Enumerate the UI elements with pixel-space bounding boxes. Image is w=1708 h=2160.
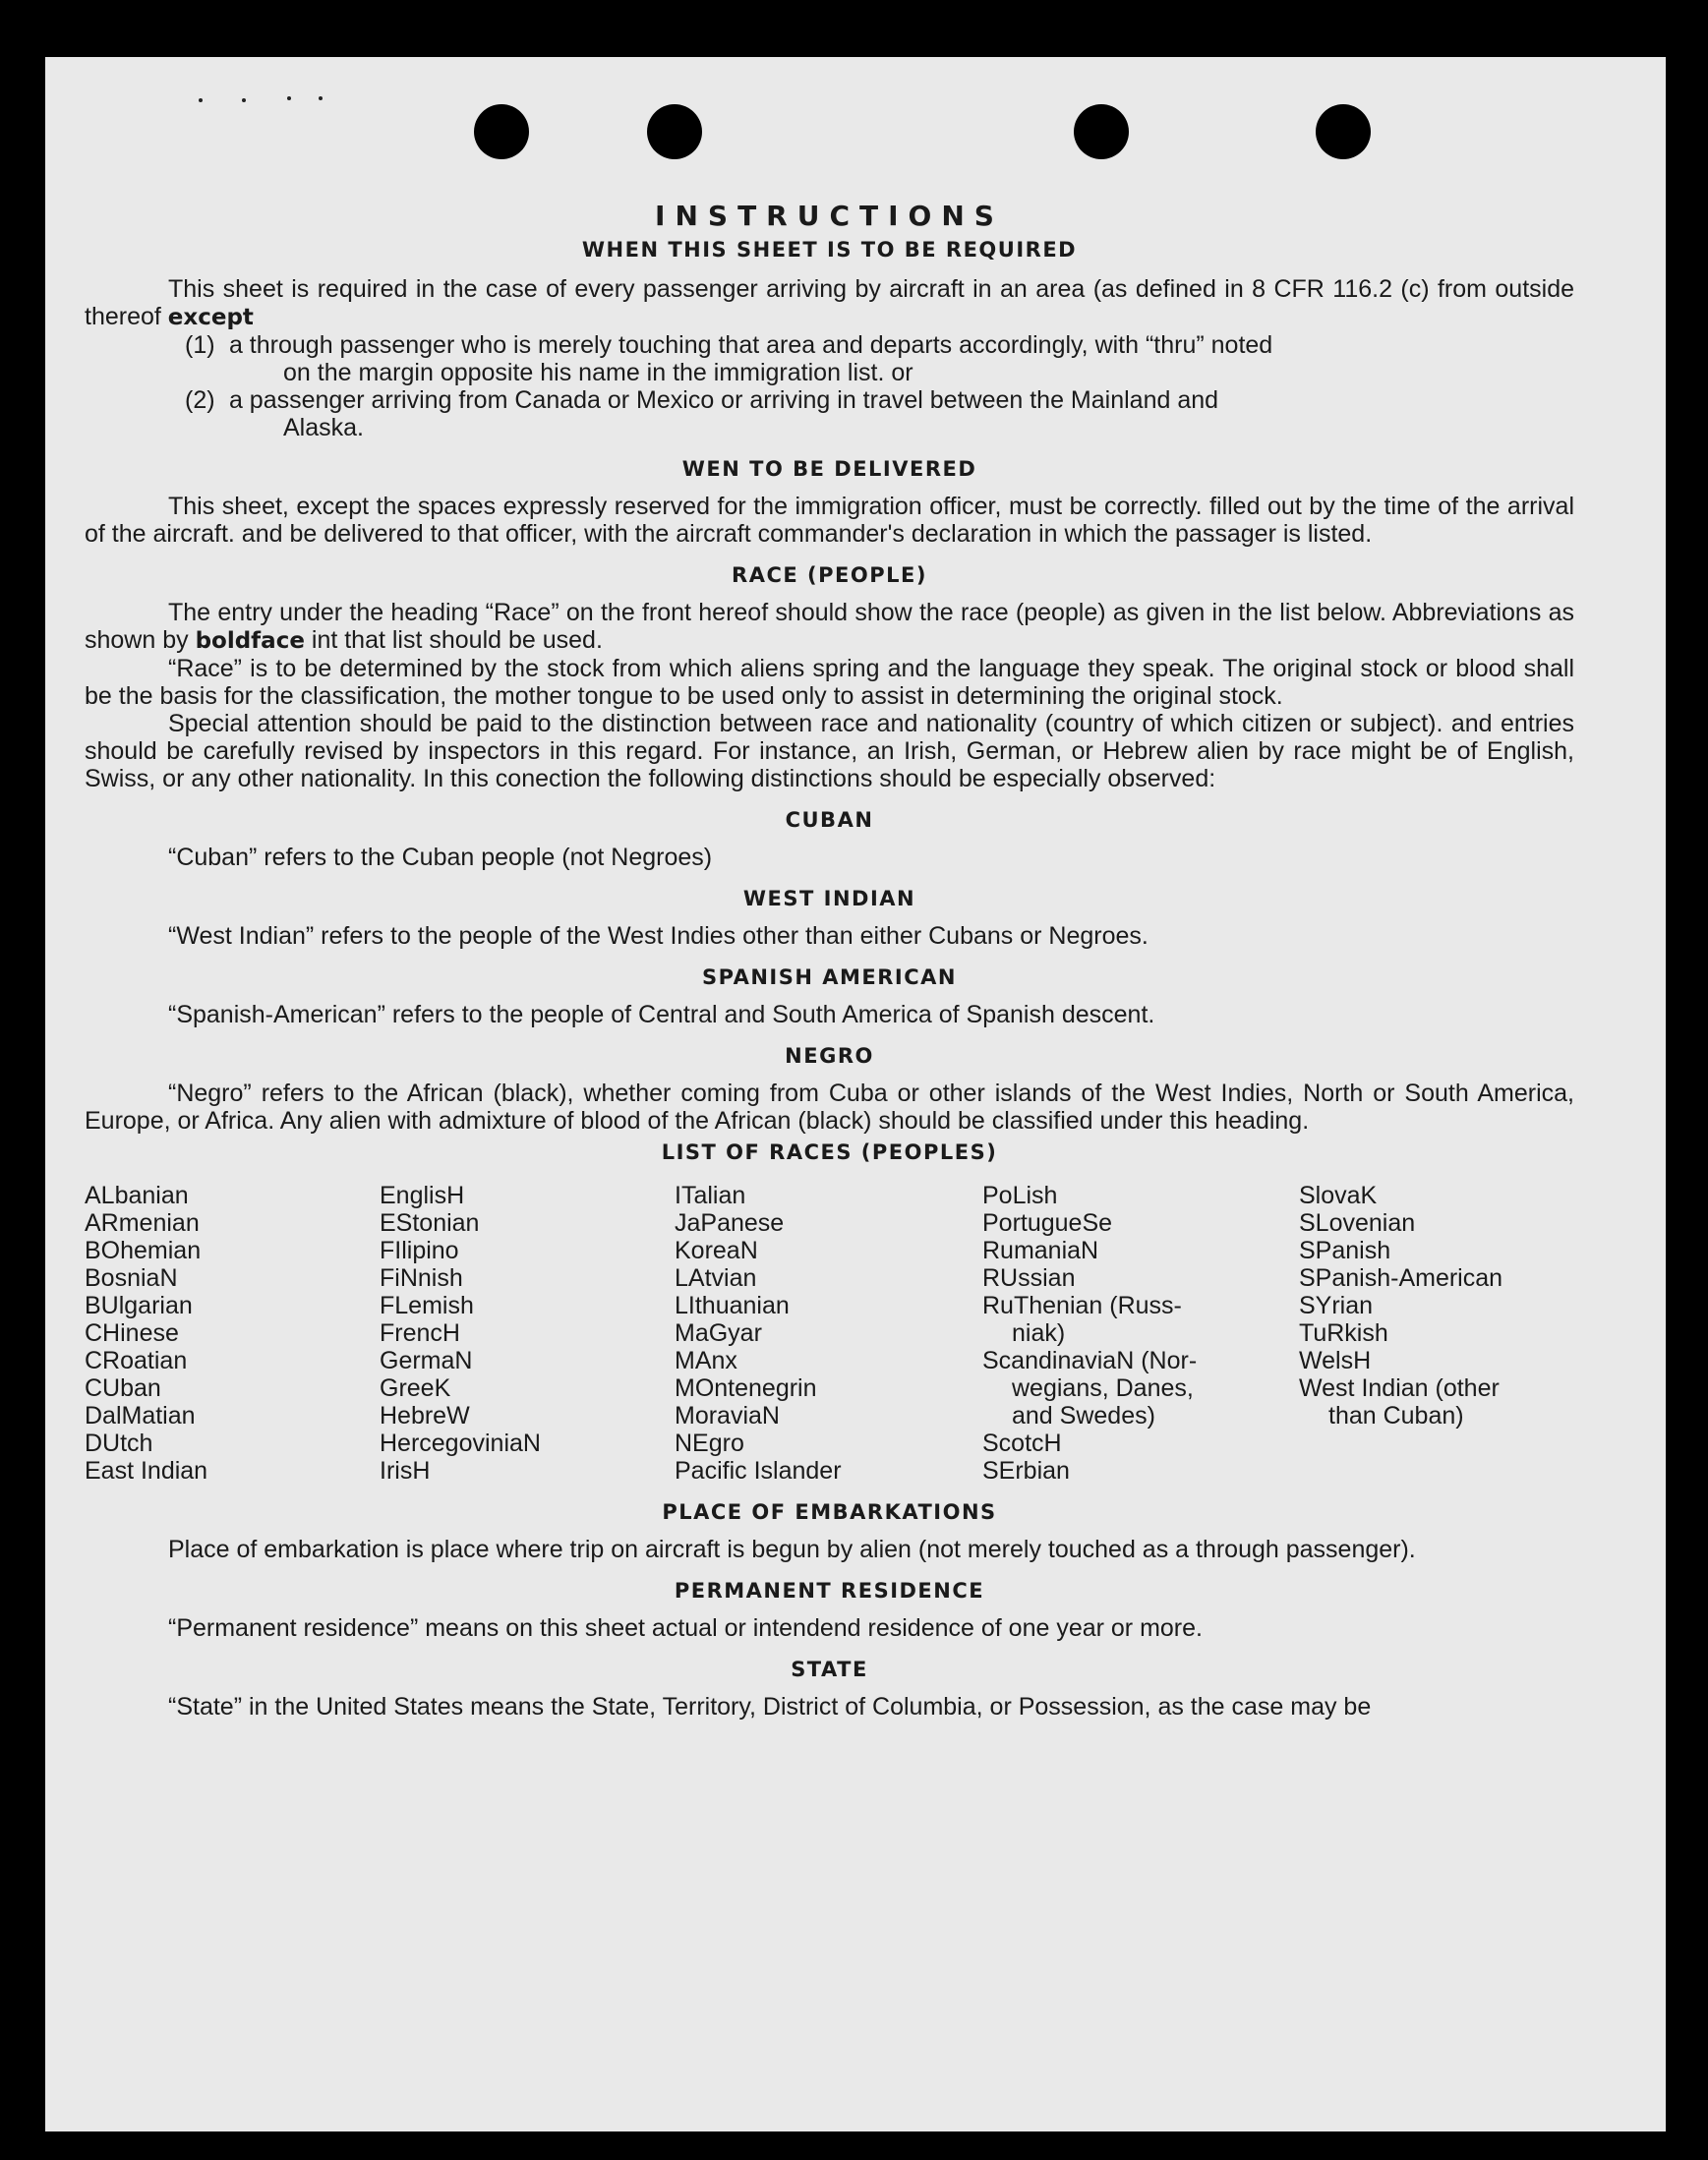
race-item: SLovenian: [1299, 1209, 1416, 1237]
heading-west-indian: WEST INDIAN: [742, 887, 916, 910]
race-item: SPanish-American: [1299, 1264, 1503, 1292]
residence-text: “Permanent residence” means on this sheet actual or intendend residence of one year or more.: [168, 1614, 1203, 1642]
race-column: [1299, 1182, 1574, 1485]
race-item: Pacific Islander: [675, 1457, 842, 1485]
race-item: BUlgarian: [85, 1292, 193, 1319]
boldface-word: boldface: [195, 628, 305, 654]
race-item: HebreW: [380, 1402, 470, 1430]
exception-item: [185, 331, 1574, 386]
heading-cuban: CUBAN: [785, 808, 874, 832]
heading-race: RACE (PEOPLE): [732, 563, 927, 587]
race-item: FrencH: [380, 1319, 460, 1347]
heading-negro: NEGRO: [785, 1044, 874, 1068]
race-item: EStonian: [380, 1209, 480, 1237]
speck: [199, 98, 203, 102]
race-item: MoraviaN: [675, 1402, 780, 1430]
race-item: ARmenian: [85, 1209, 200, 1237]
race-item: NEgro: [675, 1430, 744, 1457]
race-item-continuation: wegians, Danes,: [1012, 1374, 1194, 1402]
exception-line: on the margin opposite his name in the immigration list. or: [283, 359, 913, 386]
race-item: DalMatian: [85, 1402, 196, 1430]
document-page: [45, 57, 1666, 2131]
when-delivered-text: This sheet, except the spaces expressly reserved for the immigration officer, must be correctly. filled out by the time of the arrival of the aircraft. and be delivered to that officer, with the aircraft commander's declaration in which the passager is listed.: [85, 493, 1574, 548]
race-item: TuRkish: [1299, 1319, 1388, 1347]
race-item: MAnx: [675, 1347, 737, 1374]
race-item: EnglisH: [380, 1182, 465, 1209]
race-item: ScandinaviaN (Nor-: [982, 1347, 1198, 1374]
race-column: [85, 1182, 380, 1485]
race-item-continuation: than Cuban): [1328, 1402, 1464, 1430]
punch-hole: [1316, 104, 1371, 159]
race-item: DUtch: [85, 1430, 153, 1457]
race-item: CHinese: [85, 1319, 179, 1347]
heading-when-required: WHEN THIS SHEET IS TO BE REQUIRED: [581, 238, 1078, 262]
race-item: ITalian: [675, 1182, 746, 1209]
race-item: FIlipino: [380, 1237, 459, 1264]
heading-embarkation: PLACE OF EMBARKATIONS: [662, 1500, 997, 1524]
race-item: MOntenegrin: [675, 1374, 817, 1402]
race-text: int that list should be used.: [304, 626, 603, 654]
race-item: ScotcH: [982, 1430, 1062, 1457]
race-item: CRoatian: [85, 1347, 188, 1374]
race-paragraph-1: [85, 599, 1574, 655]
race-item: FLemish: [380, 1292, 474, 1319]
heading-state: STATE: [791, 1658, 868, 1681]
exception-line: a through passenger who is merely touching that area and departs accordingly, with “thru” noted: [228, 331, 1273, 359]
race-list: [85, 1182, 1574, 1485]
race-item: GreeK: [380, 1374, 451, 1402]
negro-text: “Negro” refers to the African (black), whether coming from Cuba or other islands of the West Indies, North or South America, Europe, or Africa. Any alien with admixture of blood of the African (black) should be classified under this heading.: [85, 1080, 1574, 1135]
race-item: FiNnish: [380, 1264, 463, 1292]
race-item: BOhemian: [85, 1237, 202, 1264]
race-item: LIthuanian: [675, 1292, 790, 1319]
race-item: SPanish: [1299, 1237, 1391, 1264]
race-item: KoreaN: [675, 1237, 758, 1264]
race-paragraph-2: “Race” is to be determined by the stock from which aliens spring and the language they speak. The original stock or blood shall be the basis for the classification, the mother tongue to be used only to assist in determining the original stock.: [85, 655, 1574, 710]
race-column: [982, 1182, 1299, 1485]
intro-text: This sheet is required in the case of every passenger arriving by aircraft in an area (as defined in 8 CFR 116.2 (c) from outside thereof: [85, 275, 1574, 330]
race-text: The entry under the heading “Race” on the front hereof should show the race (people) as given in the list below. Abbreviations as shown by: [85, 599, 1574, 654]
heading-permanent-residence: PERMANENT RESIDENCE: [674, 1579, 985, 1603]
punch-hole: [1074, 104, 1129, 159]
race-paragraph-3: Special attention should be paid to the distinction between race and nationality (country of which citizen or subject). and entries should be carefully revised by inspectors in this regard. For instance, an Irish, German, or Hebrew alien by race might be of English, Swiss, or any other nationality. In this conection the following distinctions should be especially observed:: [85, 710, 1574, 792]
document-title: INSTRUCTIONS: [655, 200, 1004, 232]
race-item: JaPanese: [675, 1209, 785, 1237]
punch-hole: [474, 104, 529, 159]
west-indian-text: “West Indian” refers to the people of the West Indies other than either Cubans or Negroes.: [168, 922, 1148, 950]
race-item: East Indian: [85, 1457, 208, 1485]
exception-label: (1): [185, 331, 215, 359]
race-item: IrisH: [380, 1457, 431, 1485]
cuban-text: “Cuban” refers to the Cuban people (not Negroes): [168, 844, 713, 871]
speck: [319, 96, 323, 100]
heading-when-delivered: WEN TO BE DELIVERED: [681, 457, 977, 481]
speck: [287, 96, 291, 100]
race-item: SErbian: [982, 1457, 1070, 1485]
race-item: SYrian: [1299, 1292, 1374, 1319]
instructions-body: [85, 200, 1574, 1721]
race-item: RUssian: [982, 1264, 1076, 1292]
race-item: HercegoviniaN: [380, 1430, 541, 1457]
speck: [242, 98, 246, 102]
except-bold: except: [167, 305, 254, 330]
race-item: CUban: [85, 1374, 161, 1402]
exception-label: (2): [185, 386, 215, 414]
exception-line: a passenger arriving from Canada or Mexico or arriving in travel between the Mainland and: [228, 386, 1219, 414]
race-item-continuation: niak): [1012, 1319, 1066, 1347]
race-item: LAtvian: [675, 1264, 757, 1292]
race-column: [675, 1182, 982, 1485]
race-column: [380, 1182, 675, 1485]
exception-item: [185, 386, 1574, 441]
heading-list-of-races: LIST OF RACES (PEOPLES): [661, 1140, 998, 1164]
spanish-american-text: “Spanish-American” refers to the people of Central and South America of Spanish descent.: [168, 1001, 1155, 1028]
heading-spanish-american: SPANISH AMERICAN: [702, 965, 957, 989]
race-item: PoLish: [982, 1182, 1058, 1209]
race-item: BosniaN: [85, 1264, 178, 1292]
when-required-intro: [85, 275, 1574, 331]
race-item: West Indian (other: [1299, 1374, 1500, 1402]
exception-line: Alaska.: [283, 414, 364, 441]
race-item: GermaN: [380, 1347, 473, 1374]
race-item: RuThenian (Russ-: [982, 1292, 1182, 1319]
punch-hole: [647, 104, 702, 159]
embarkation-text: Place of embarkation is place where trip on aircraft is begun by alien (not merely touched as a through passenger).: [168, 1536, 1416, 1563]
race-item: MaGyar: [675, 1319, 762, 1347]
race-item-continuation: and Swedes): [1012, 1402, 1155, 1430]
race-item: WelsH: [1299, 1347, 1372, 1374]
race-item: PortugueSe: [982, 1209, 1113, 1237]
race-item: RumaniaN: [982, 1237, 1099, 1264]
state-text: “State” in the United States means the State, Territory, District of Columbia, or Possession, as the case may be: [168, 1693, 1372, 1721]
race-item: ALbanian: [85, 1182, 189, 1209]
race-item: SlovaK: [1299, 1182, 1378, 1209]
